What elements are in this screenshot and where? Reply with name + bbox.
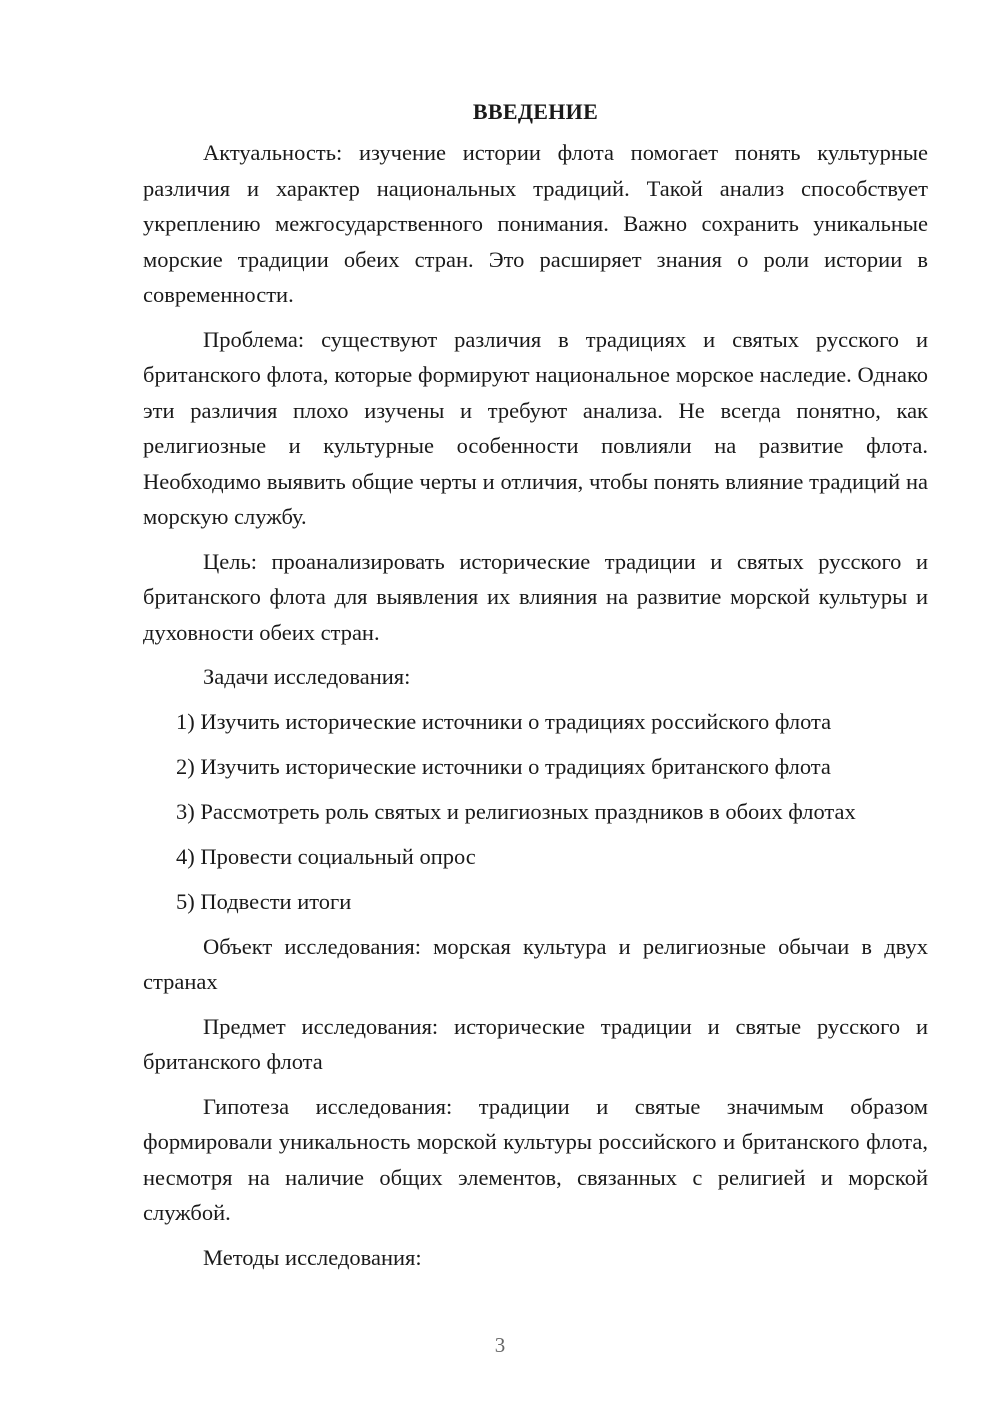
list-item: 4) Провести социальный опрос (176, 843, 476, 869)
methods-heading: Методы исследования: (203, 1244, 422, 1270)
paragraph-goal: Цель: проанализировать исторические традиции и святых русского и британского флота для выявления их влияния на развитие морской культуры и духовности обеих стран. (143, 548, 928, 645)
paragraph-object: Объект исследования: морская культура и религиозные обычаи в двух странах (143, 933, 928, 994)
paragraph-subject: Предмет исследования: исторические традиции и святые русского и британского флота (143, 1013, 928, 1074)
page-title: ВВЕДЕНИЕ (472, 99, 599, 124)
page-content (143, 95, 928, 1284)
list-item: 5) Подвести итоги (176, 888, 352, 914)
paragraph-problem: Проблема: существуют различия в традициях и святых русского и британского флота, которые формируют национальное морское наследие. Однако эти различия плохо изучены и требуют анализа. Не всегда понятно, как религиозные и культурные особенности повлияли на развитие флота. Необходимо выявить общие черты и отличия, чтобы понять влияние традиций на морскую службу. (143, 326, 928, 529)
list-item: 3) Рассмотреть роль святых и религиозных праздников в обоих флотах (176, 798, 856, 824)
paragraph-hypothesis: Гипотеза исследования: традиции и святые значимым образом формировали уникальность морской культуры российского и британского флота, несмотря на наличие общих элементов, связанных с религией и морской службой. (143, 1093, 928, 1225)
tasks-list (143, 704, 928, 920)
page-number: 3 (494, 1333, 506, 1357)
list-item: 2) Изучить исторические источники о традициях британского флота (176, 753, 831, 779)
tasks-heading: Задачи исследования: (203, 664, 411, 689)
paragraph-relevance: Актуальность: изучение истории флота помогает понять культурные различия и характер национальных традиций. Такой анализ способствует укреплению межгосударственного понимания. Важно сохранить уникальные морские традиции обеих стран. Это расширяет знания о роли истории в современности. (143, 140, 928, 307)
list-item: 1) Изучить исторические источники о традициях российского флота (176, 708, 832, 734)
